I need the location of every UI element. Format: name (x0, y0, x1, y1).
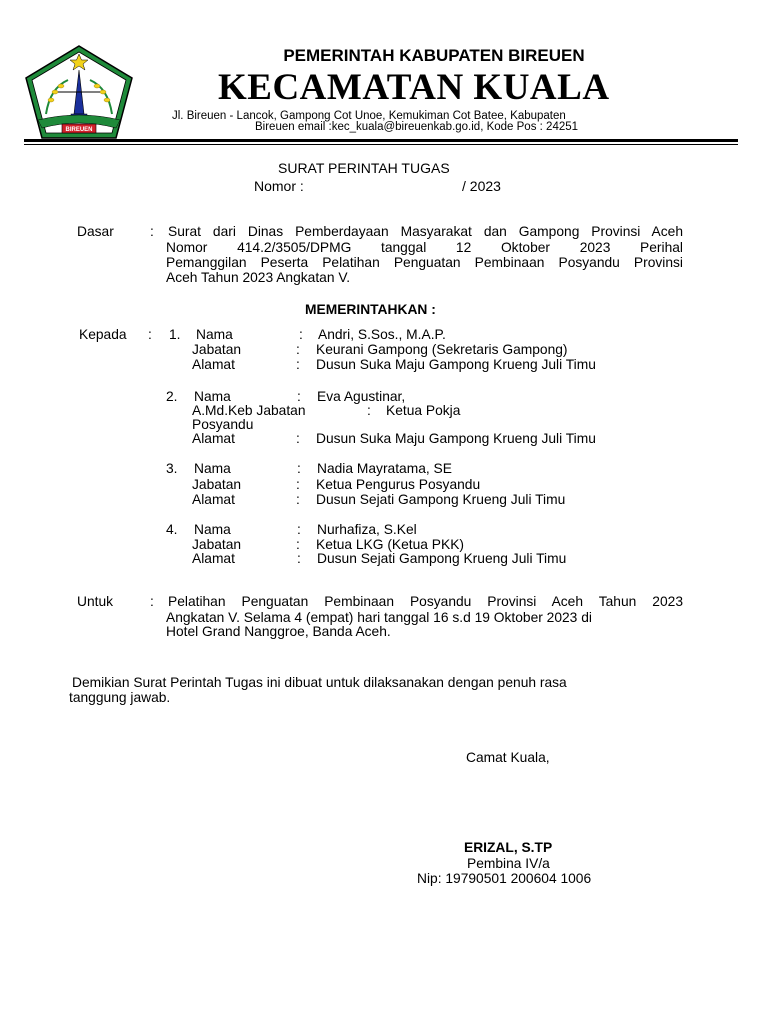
dasar-colon: : (150, 224, 154, 239)
person-4-alamat-colon: : (297, 551, 301, 566)
signatory-rank: Pembina IV/a (467, 856, 550, 871)
person-1-jabatan: Keurani Gampong (Sekretaris Gampong) (316, 342, 568, 357)
office-name: KECAMATAN KUALA (218, 67, 610, 108)
person-3-jabatan-label: Jabatan (192, 477, 242, 492)
dasar-line-1: Surat dari Dinas Pemberdayaan Masyarakat dan Gampong Provinsi Aceh (168, 224, 683, 239)
person-4-nama-label: Nama (194, 522, 231, 537)
person-2-nama-continued: A.Md.Keb Jabatan (192, 403, 306, 418)
signatory-position: Camat Kuala, (466, 750, 550, 765)
person-1-alamat-label: Alamat (192, 357, 235, 372)
person-3-jabatan-colon: : (296, 477, 300, 492)
closing-line-1: Demikian Surat Perintah Tugas ini dibuat untuk dilaksanakan dengan penuh rasa (72, 675, 567, 690)
person-2-alamat-colon: : (296, 431, 300, 446)
person-1-jabatan-colon: : (296, 342, 300, 357)
person-1-number: 1. (169, 327, 181, 342)
person-1-alamat-colon: : (296, 357, 300, 372)
person-1-alamat: Dusun Suka Maju Gampong Krueng Juli Timu (316, 357, 596, 372)
person-2-jabatan-colon: : (367, 403, 371, 418)
person-4-alamat: Dusun Sejati Gampong Krueng Juli Timu (317, 551, 567, 566)
untuk-line-1: Pelatihan Penguatan Pembinaan Posyandu Provinsi Aceh Tahun 2023 (168, 594, 683, 609)
person-4-jabatan-colon: : (296, 537, 300, 552)
dasar-label: Dasar (77, 224, 114, 239)
nomor-value: / 2023 (462, 178, 501, 194)
kepada-label: Kepada (79, 327, 127, 342)
person-3-nama: Nadia Mayratama, SE (317, 461, 452, 476)
dasar-line-3: Pemanggilan Peserta Pelatihan Penguatan Pembinaan Posyandu Provinsi (166, 255, 683, 270)
dasar-line-4: Aceh Tahun 2023 Angkatan V. (166, 270, 351, 285)
emblem-ribbon-text: BIREUEN (65, 127, 93, 133)
kepada-colon: : (148, 327, 152, 342)
address-line-2: Bireuen email :kec_kuala@bireuenkab.go.id, Kode Pos : 24251 (255, 121, 579, 133)
person-3-number: 3. (166, 461, 178, 476)
person-3-alamat: Dusun Sejati Gampong Krueng Juli Timu (316, 492, 566, 507)
person-4-jabatan: Ketua LKG (Ketua PKK) (316, 537, 465, 552)
signatory-nip: Nip: 19790501 200604 1006 (417, 871, 592, 886)
person-3-jabatan: Ketua Pengurus Posyandu (316, 477, 481, 492)
person-3-nama-label: Nama (194, 461, 231, 476)
person-3-nama-colon: : (297, 461, 301, 476)
untuk-label: Untuk (77, 594, 114, 609)
person-2-jabatan: Ketua Pokja (386, 403, 461, 418)
untuk-colon: : (150, 594, 154, 609)
person-1-jabatan-label: Jabatan (192, 342, 242, 357)
person-1-nama: Andri, S.Sos., M.A.P. (318, 327, 446, 342)
person-2-alamat: Dusun Suka Maju Gampong Krueng Juli Timu (316, 431, 596, 446)
untuk-line-3: Hotel Grand Nanggroe, Banda Aceh. (166, 624, 391, 639)
nomor-label: Nomor : (254, 178, 304, 194)
person-4-number: 4. (166, 522, 178, 537)
person-2-number: 2. (166, 389, 178, 404)
person-4-alamat-label: Alamat (192, 551, 235, 566)
person-1-nama-label: Nama (196, 327, 233, 342)
person-4-nama-colon: : (297, 522, 301, 537)
letterhead-thin-rule (24, 144, 738, 145)
person-2-nama-colon: : (297, 389, 301, 404)
person-3-alamat-label: Alamat (192, 492, 235, 507)
memerintahkan-heading: MEMERINTAHKAN : (305, 302, 436, 317)
address-line-1: Jl. Bireuen - Lancok, Gampong Cot Unoe, Kemukiman Cot Batee, Kabupaten (172, 110, 566, 122)
person-1-nama-colon: : (299, 327, 303, 342)
document-title: SURAT PERINTAH TUGAS (278, 160, 450, 176)
person-2-nama-label: Nama (194, 389, 231, 404)
closing-line-2: tanggung jawab. (69, 690, 171, 705)
person-2-jabatan-continued: Posyandu (192, 417, 254, 432)
untuk-line-2: Angkatan V. Selama 4 (empat) hari tanggal 16 s.d 19 Oktober 2023 di (166, 610, 592, 625)
person-4-nama: Nurhafiza, S.Kel (317, 522, 417, 537)
government-name: PEMERINTAH KABUPATEN BIREUEN (283, 46, 585, 65)
person-3-alamat-colon: : (296, 492, 300, 507)
letterhead-thick-rule (24, 139, 738, 142)
signatory-name: ERIZAL, S.TP (464, 840, 553, 855)
dasar-line-2: Nomor 414.2/3505/DPMG tanggal 12 Oktober 2023 Perihal (166, 240, 683, 255)
person-4-jabatan-label: Jabatan (192, 537, 242, 552)
person-2-alamat-label: Alamat (192, 431, 235, 446)
person-2-nama: Eva Agustinar, (317, 389, 406, 404)
